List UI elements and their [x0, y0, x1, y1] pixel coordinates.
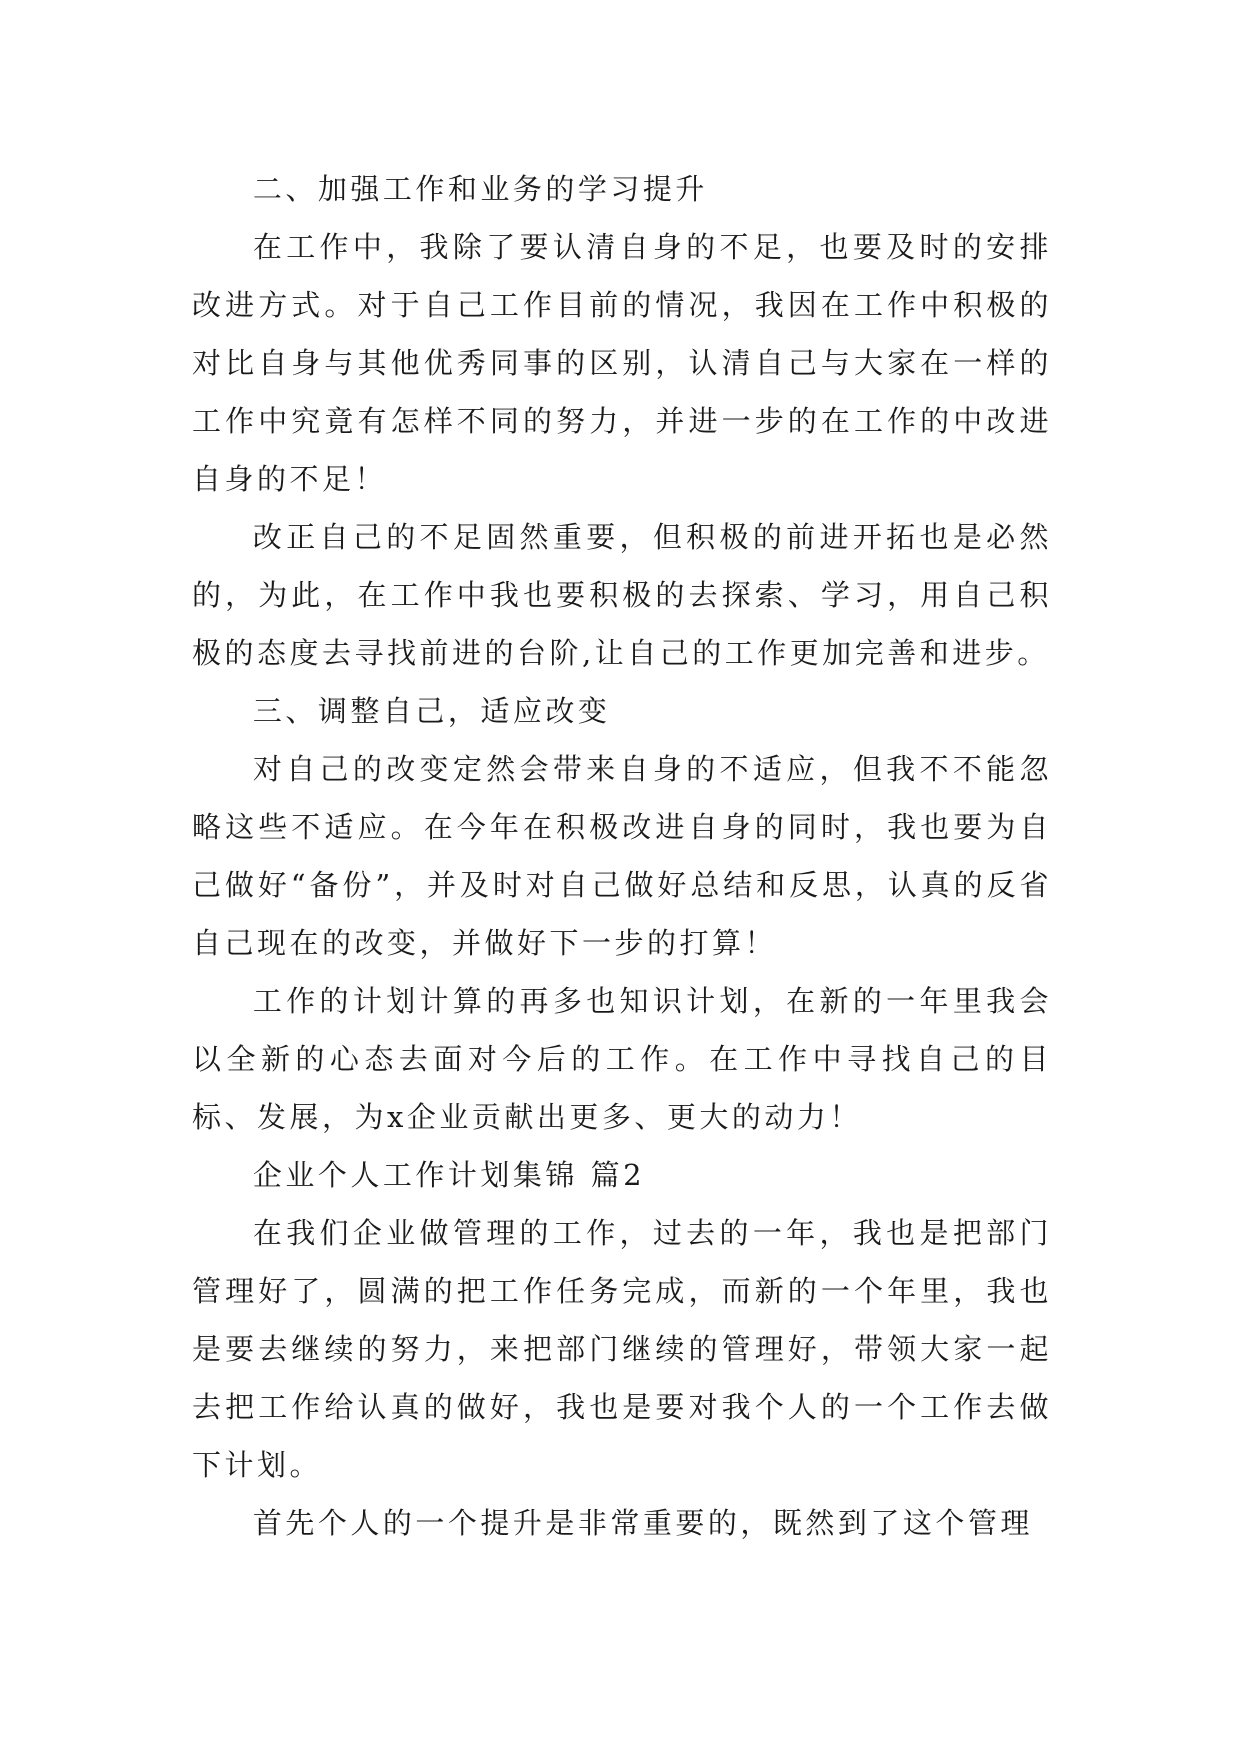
body-paragraph: 对自己的改变定然会带来自身的不适应，但我不不能忽略这些不适应。在今年在积极改进自身的同时，我也要为自己做好“备份”，并及时对自己做好总结和反思，认真的反省自己现在的改变，并做好下一步的打算！ [192, 752, 1052, 960]
body-paragraph: 首先个人的一个提升是非常重要的，既然到了这个管理 [252, 1506, 1033, 1540]
body-paragraph: 改正自己的不足固然重要，但积极的前进开拓也是必然的，为此，在工作中我也要积极的去探索、学习，用自己积极的态度去寻找前进的台阶,让自己的工作更加完善和进步。 [192, 520, 1052, 670]
body-paragraph: 在工作中，我除了要认清自身的不足，也要及时的安排改进方式。对于自己工作目前的情况，我因在工作中积极的对比自身与其他优秀同事的区别，认清自己与大家在一样的工作中究竟有怎样不同的努力，并进一步的在工作的中改进自身的不足！ [192, 230, 1052, 496]
body-paragraph: 在我们企业做管理的工作，过去的一年，我也是把部门管理好了，圆满的把工作任务完成，而新的一个年里，我也是要去继续的努力，来把部门继续的管理好，带领大家一起去把工作给认真的做好，我也是要对我个人的一个工作去做下计划。 [192, 1216, 1052, 1482]
body-paragraph: 工作的计划计算的再多也知识计划，在新的一年里我会以全新的心态去面对今后的工作。在工作中寻找自己的目标、发展，为x企业贡献出更多、更大的动力！ [192, 984, 1052, 1134]
article-title: 企业个人工作计划集锦 篇2 [252, 1158, 646, 1192]
document-body [192, 160, 1052, 1552]
section-heading: 二、加强工作和业务的学习提升 [252, 172, 708, 206]
section-heading: 三、调整自己，适应改变 [252, 694, 611, 728]
